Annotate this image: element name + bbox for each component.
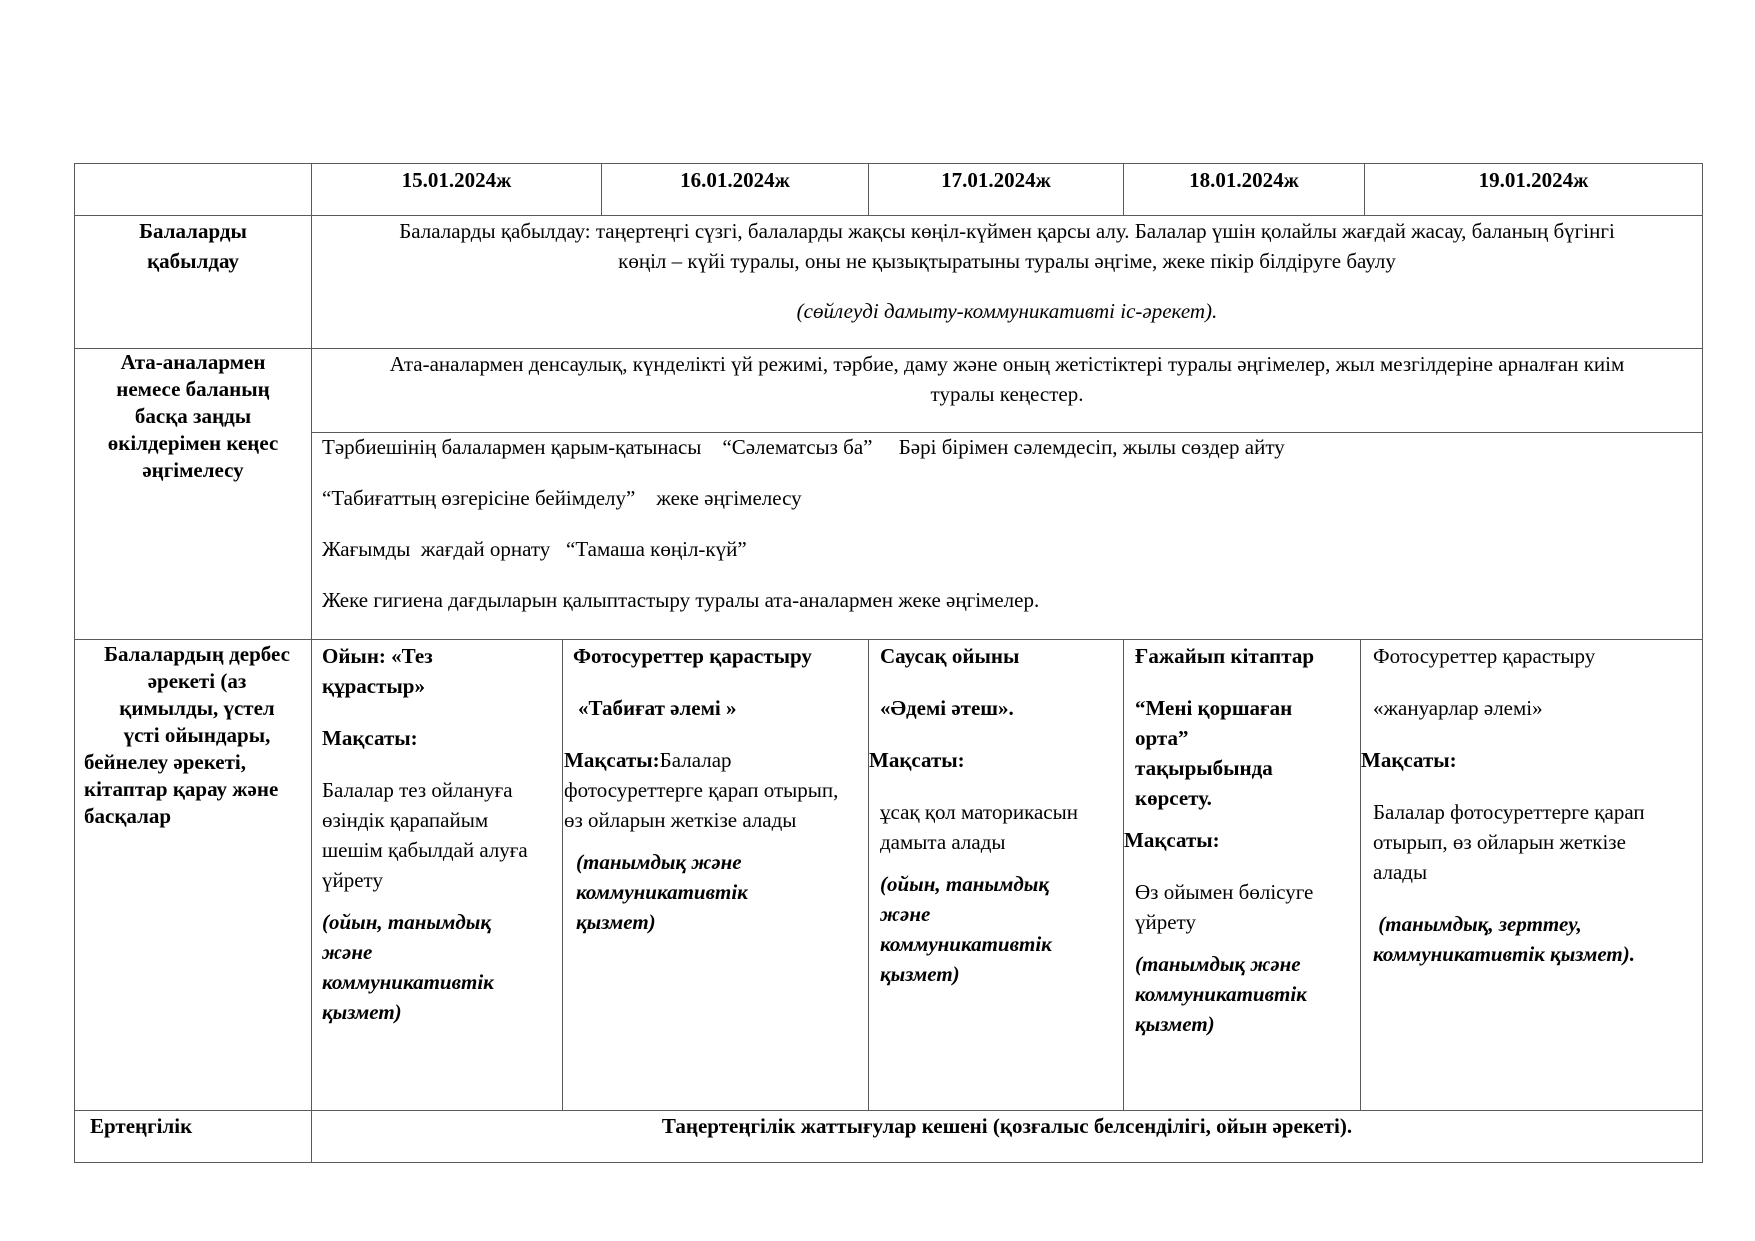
parents-item: “Табиғаттың өзгерісіне бейімделу” жеке әңгімелесу (322, 486, 802, 510)
table-border-right (1702, 163, 1703, 1163)
date-header-2: 16.01.2024ж (680, 168, 790, 192)
activity-day2: Фотосуреттер қарастыру «Табиғат әлемі » Мақсаты:Балалар фотосуреттерге қарап отырып, өз ойларын жеткізе алады (танымдық және коммуникативтік қызмет) (564, 644, 839, 934)
parents-items (322, 433, 1692, 614)
reception-text: Балаларды қабылдау: таңертеңгі сүзгі, балаларды жақсы көңіл-күймен қарсы алу. Балалар үшін қолайлы жағдай жасау, баланың бүгінгі көңіл – күйі туралы, оны не қызықтыратыны туралы әңгіме, жеке пікір білдіруге баулу (сөйлеуді дамыту-коммуникативті іс-әрекет). (312, 216, 1702, 326)
activity-day4: Ғажайып кітаптар “Мені қоршаған орта” тақырыбында көрсету. Мақсаты: Өз ойымен бөлісуге үйрету (танымдық және коммуникативтік қызмет) (1124, 644, 1315, 1036)
reception-note: (сөйлеуді дамыту-коммуникативті іс-әрекет). (796, 299, 1218, 323)
table-border-bottom (74, 1162, 1703, 1163)
parents-text: Ата-аналармен денсаулық, күнделікті үй режимі, тәрбие, даму және оның жетістіктері туралы әңгімелер, жыл мезгілдеріне арналған киім туралы кеңестер. (389, 352, 1625, 406)
date-header-4: 18.01.2024ж (1189, 168, 1299, 192)
table-border-left (74, 163, 75, 1163)
table-col-divider (562, 639, 563, 1111)
parents-item: Жеке гигиена дағдыларын қалыптастыру туралы ата-аналармен жеке әңгімелер. (322, 588, 1040, 612)
parents-item: Тәрбиешінің балалармен қарым-қатынасы “Сәлематсыз ба” Бәрі бірімен сәлемдесіп, жылы сөздер айту (322, 435, 1285, 459)
date-header-1: 15.01.2024ж (401, 168, 512, 192)
activity-day5: Фотосуреттер қарастыру «жануарлар әлемі» Мақсаты: Балалар фотосуреттерге қарап отырып, өз ойларын жеткізе алады (танымдық, зерттеу, коммуникативтік қызмет). (1361, 644, 1645, 966)
activity-day1: Ойын: «Тез құрастыр» Мақсаты: Балалар тез ойлануға өзіндік қарапайым шешім қабылдай алуға үйрету (ойын, танымдық және коммуникативтік қызмет) (322, 644, 528, 1024)
date-header-3: 17.01.2024ж (941, 168, 1051, 192)
morning-text: Таңертеңгілік жаттығулар кешені (қозғалыс белсенділігі, ойын әрекеті). (661, 1114, 1353, 1138)
row-label-parents: Ата-аналармен немесе баланың басқа заңды өкілдерімен кеңес әңгімелесу (107, 350, 279, 482)
row-label-activity: Балалардың дербес әрекеті (аз қимылды, үстел үсті ойындары, бейнелеу әрекеті, кітаптар қарау және басқалар (84, 642, 290, 828)
row-label-morning: Ертеңгілік (90, 1114, 193, 1138)
table-row-divider (74, 639, 1703, 640)
date-header-5: 19.01.2024ж (1478, 168, 1589, 192)
table-border-top (74, 163, 1703, 164)
row-label-reception: Балаларды қабылдау (139, 219, 247, 273)
schedule-table (74, 163, 1703, 1163)
parents-item: Жағымды жағдай орнату “Тамаша көңіл-күй” (322, 537, 747, 561)
activity-day3: Саусақ ойыны «Әдемі әтеш». Мақсаты: ұсақ қол маторикасын дамыта алады (ойын, танымдық және коммуникативтік қызмет) (869, 644, 1078, 986)
